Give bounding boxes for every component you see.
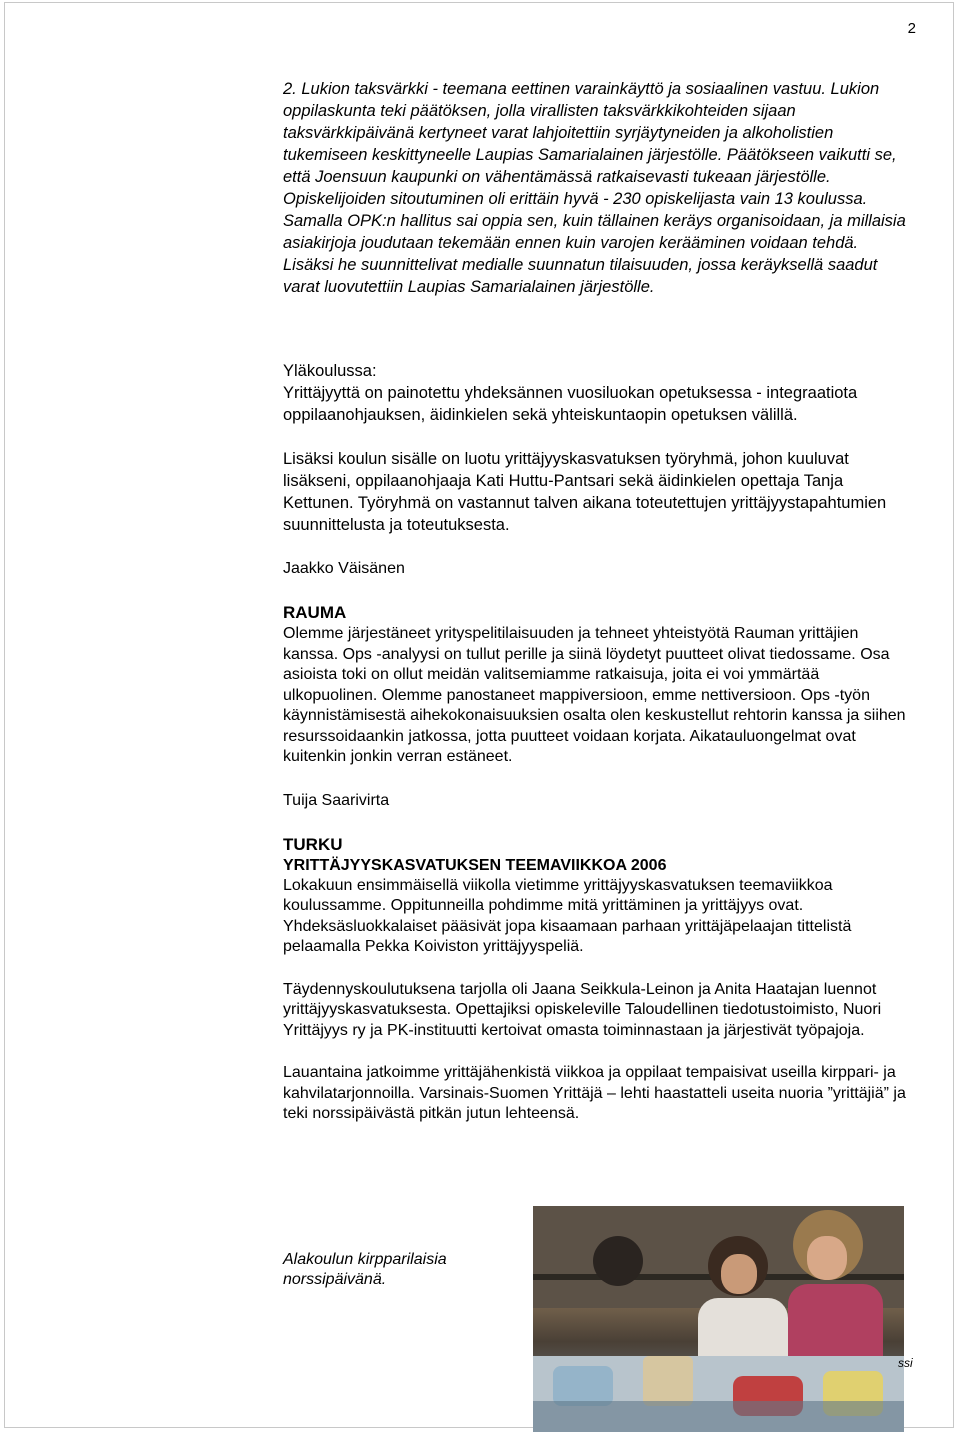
ylakoulu-heading: Yläkoulussa: <box>283 362 377 380</box>
lukio-paragraph: 2. Lukion taksvärkki - teemana eettinen varainkäyttö ja sosiaalinen vastuu. Lukion oppilaskunta teki päätöksen, jolla virallisten taksvärkkikohteiden sijaan taksvärkkipäivänä kertyneet varat lahjoitettiin syrjäytyneiden ja alkoholistien tukemiseen keskittyneelle Laupias Samarialainen järjestölle. Päätökseen vaikutti se, että Joensuun kaupunki on vähentämässä ratkaisevasti tukeaan järjestölle. Opiskelijoiden sitoutuminen oli erittäin hyvä - 230 opiskelijasta vain 13 koulussa. Samalla OPK:n hallitus sai oppia sen, kuin tällainen keräys organisoidaan, ja millaisia asiakirjoja joudutaan tekemään ennen kuin varojen kerääminen voidaan tehdä. Lisäksi he suunnittelivat medialle suunnatun tilaisuuden, jossa keräyksellä saadut varat luovutettiin Laupias Samarialainen järjestölle. <box>283 80 906 296</box>
ylakoulu-paragraph-2: Lisäksi koulun sisälle on luotu yrittäjyyskasvatuksen työryhmä, johon kuuluvat lisäkseni, oppilaanohjaaja Kati Huttu-Pantsari sekä äidinkielen opettaja Tanja Kettunen. Työryhmä on vastannut talven aikana toteutettujen yrittäjyystapahtumien suunnittelusta ja toteutuksesta. <box>283 450 887 534</box>
ylakoulu-paragraph-1: Yrittäjyyttä on painotettu yhdeksännen vuosiluokan opetuksessa - integraatiota oppilaanohjauksen, äidinkielen sekä yhteiskuntaopin opetuksen välillä. <box>283 384 858 424</box>
photo-caption: Alakoulun kirpparilaisia norssipäivänä. <box>283 1251 447 1288</box>
turku-paragraph-2: Täydennyskoulutuksena tarjolla oli Jaana Seikkula-Leinon ja Anita Haatajan luennot yrittäjyyskasvatuksesta. Opettajiksi opiskeleville Taloudellinen tiedotustoimisto, Nuori Yrittäjyys ry ja PK-instituutti kertoivat omasta toiminnastaan ja järjestivät työpajoja. <box>283 980 882 1039</box>
page-number: 2 <box>907 20 916 37</box>
document-body <box>283 78 913 1125</box>
turku-heading: TURKU <box>283 834 343 854</box>
photo-caption-tail: ssi <box>898 1356 913 1370</box>
turku-subheading: YRITTÄJYYSKASVATUKSEN TEEMAVIIKKOA 2006 <box>283 856 667 874</box>
rauma-heading: RAUMA <box>283 603 347 622</box>
rauma-author: Tuija Saarivirta <box>283 791 390 809</box>
rauma-paragraph: Olemme järjestäneet yrityspelitilaisuuden ja tehneet yhteistyötä Rauman yrittäjien kanssa. Ops -analyysi on tullut perille ja siinä löydetyt puutteet olivat tiedossame. Osa asioista toki on ollut meidän valitsemiamme ratkaisuja, joita ei voi ymmärtää ulkopuolinen. Olemme panostaneet mappiversioon, emme nettiversioon. Ops -työn käynnistämisestä aihekokonaisuuksien osalta olen keskustellut rehtorin kanssa ja siihen resurssoidaankin jatkossa, jotta puutteet voidaan korjata. Aikatauluongelmat ovat kuitenkin jonkin verran estäneet. <box>283 625 906 765</box>
turku-paragraph-3: Lauantaina jatkoimme yrittäjähenkistä viikkoa ja oppilaat tempaisivat useilla kirppari- ja kahvilatarjonnoilla. Varsinais-Suomen Yrittäjä – lehti haastatteli useita nuoria ”yrittäjiä” ja teki norssipäivästä pitkän jutun lehteensä. <box>283 1064 906 1122</box>
ylakoulu-author: Jaakko Väisänen <box>283 560 405 577</box>
turku-paragraph-1: Lokakuun ensimmäisellä viikolla vietimme yrittäjyyskasvatuksen teemaviikkoa koulussamme. Oppitunneilla pohdimme mitä yrittäminen ja yrittäjyys ovat. Yhdeksäsluokkalaiset pääsivät jopa kisaamaan parhaan yrittäjäpelaajan tittelistä pelaamalla Pekka Koiviston yrittäjyyspeliä. <box>283 876 852 955</box>
flea-market-photo <box>533 1206 904 1432</box>
